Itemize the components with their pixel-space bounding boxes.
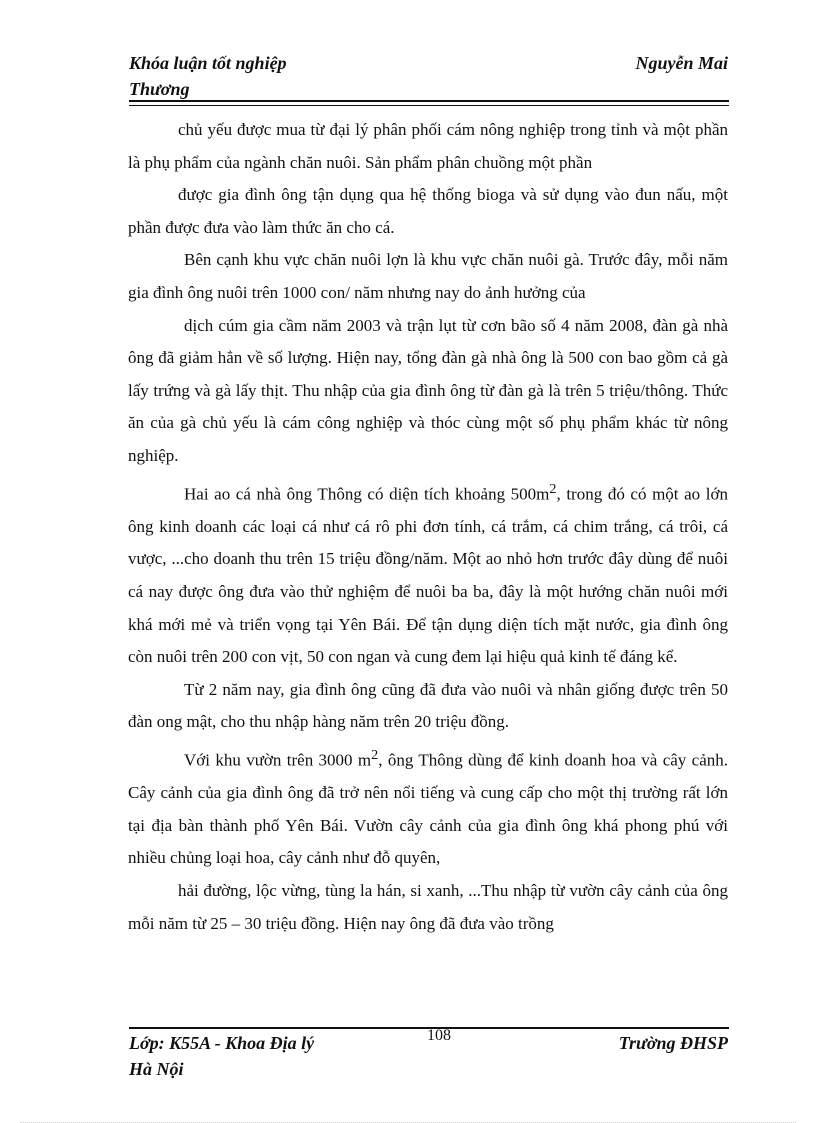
- footer-university: Trường ĐHSP: [618, 1033, 728, 1053]
- paragraph-4-end: , trong đó có một ao lớn ông kinh doanh các loại cá như cá rô phi đơn tính, cá trắm, cá chim trắng, cá trôi, cá vược, ...cho doanh thu trên 15 triệu đồng/năm. Một ao nhỏ hơn trước đây dùng để nuôi cá nay được ông đưa vào thử nghiệm để nuôi ba ba, đây là một hướng chăn nuôi mới khá mới mẻ và triển vọng tại Yên Bái. Để tận dụng diện tích mặt nước, gia đình ông còn nuôi trên 200 con vịt, 50 con ngan và cung đem lại hiệu quả kinh tế đáng kể.: [128, 484, 728, 667]
- header-rule-thick: [129, 100, 729, 102]
- footer-left: [129, 1030, 369, 1082]
- page-number: 108: [427, 1027, 451, 1044]
- paragraph-6-superscript: 2: [371, 746, 379, 763]
- paragraph-6: [128, 739, 728, 875]
- header-author-surname: Thương: [129, 79, 190, 99]
- paragraph-2: được gia đình ông tận dụng qua hệ thống bioga và sử dụng vào đun nấu, một phần được đưa vào làm thức ăn cho cá.: [128, 185, 728, 237]
- paragraph-4-start: Hai ao cá nhà ông Thông có diện tích khoảng 500m: [184, 484, 550, 504]
- paragraph-6-end: , ông Thông dùng để kinh doanh hoa và cây cảnh. Cây cảnh của gia đình ông đã trở nên nổi tiếng và cung cấp cho một thị trường rất lớn tại địa bàn thành phố Yên Bái. Vườn cây cảnh của gia đình ông khá phong phú với nhiều chủng loại hoa, cây cảnh như đỗ quyên,: [128, 750, 728, 868]
- paragraph-5: Từ 2 năm nay, gia đình ông cũng đã đưa vào nuôi và nhân giống được trên 50 đàn ong mật, cho thu nhập hàng năm trên 20 triệu đồng.: [128, 679, 728, 732]
- paragraph-4-superscript: 2: [549, 480, 557, 497]
- paragraph-4: [128, 473, 728, 674]
- footer-class: Lớp: K55A - Khoa Địa lý: [129, 1033, 315, 1053]
- footer-city: Hà Nội: [129, 1059, 184, 1079]
- paragraph-3a: Bên cạnh khu vực chăn nuôi lợn là khu vực chăn nuôi gà. Trước đây, mỗi năm gia đình ông nuôi trên 1000 con/ năm nhưng nay do ảnh hưởng của: [128, 250, 728, 302]
- paragraph-6-start: Với khu vườn trên 3000 m: [184, 750, 372, 770]
- paragraph-7: hải đường, lộc vừng, tùng la hán, si xanh, ...Thu nhập từ vườn cây cảnh của ông mỗi năm từ 25 – 30 triệu đồng. Hiện nay ông đã đưa vào trồng: [128, 880, 728, 933]
- header-author: Nguyễn Mai: [635, 53, 728, 73]
- body-text: [128, 114, 728, 940]
- header-left: [129, 50, 369, 102]
- header-thesis-title: Khóa luận tốt nghiệp: [129, 53, 287, 73]
- paragraph-3b: dịch cúm gia cầm năm 2003 và trận lụt từ cơn bão số 4 năm 2008, đàn gà nhà ông đã giảm hẳn về số lượng. Hiện nay, tổng đàn gà nhà ông là 500 con bao gồm cả gà lấy trứng và gà lấy thịt. Thu nhập của gia đình ông từ đàn gà là trên 5 triệu/thông. Thức ăn của gà chủ yếu là cám công nghiệp và thóc cùng một số phụ phẩm khác từ nông nghiệp.: [128, 315, 728, 465]
- paragraph-1: chủ yếu được mua từ đại lý phân phối cám nông nghiệp trong tỉnh và một phần là phụ phẩm của ngành chăn nuôi. Sản phẩm phân chuồng một phần: [128, 120, 728, 172]
- header-rule-thin: [129, 105, 729, 106]
